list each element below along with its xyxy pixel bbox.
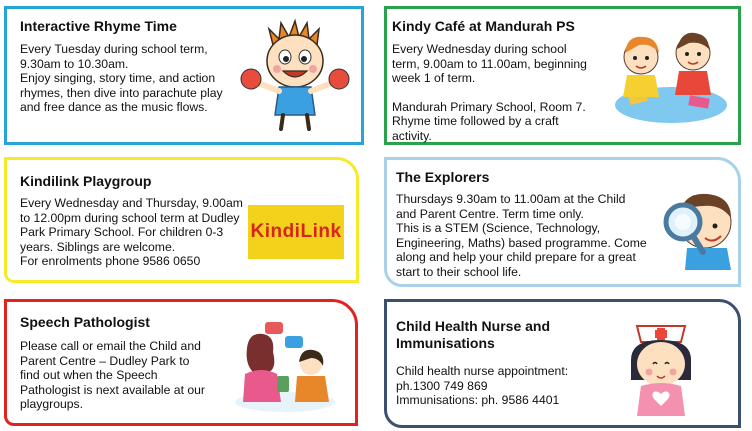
card-line: week 1 of term. [392,71,476,86]
card-line: This is a STEM (Science, Technology, [396,221,601,236]
card-title [396,318,550,352]
card-line: Engineering, Maths) based programme. Come [396,235,647,250]
card-title-line: Immunisations [396,335,495,351]
card-line: term, 9.00am to 11.00am, beginning [392,56,587,71]
card-line: Mandurah Primary School, Room 7. [392,99,586,114]
card-line: Child health nurse appointment: [396,364,569,378]
card-speech-pathologist [4,299,358,426]
card-title: The Explorers [396,169,490,185]
card-the-explorers [384,157,741,287]
card-body [20,42,223,115]
card-child-health-nurse [384,299,741,428]
card-line: ph.1300 749 869 [396,378,488,393]
card-line: find out when the Speech [20,368,158,383]
kids-crafting-icon [609,23,729,127]
card-body [20,196,243,269]
card-title: Interactive Rhyme Time [20,18,177,34]
drummer-kid-icon [239,15,354,133]
card-title: Kindy Café at Mandurah PS [392,18,575,34]
card-body [20,339,205,412]
card-line: Parent Centre – Dudley Park to [20,353,190,368]
nurse-icon [619,316,703,420]
card-kindy-cafe [384,6,741,145]
card-line: Pathologist is next available at our [20,382,205,397]
card-line: along and help your child prepare for a great [396,250,636,265]
card-line: 9.30am to 10.30am. [20,56,129,71]
card-line: to 12.00pm during school term at Dudley [20,210,240,225]
card-line: playgroups. [20,397,84,412]
card-line: Thursdays 9.30am to 11.00am at the Child [396,192,626,206]
card-line: Every Wednesday during school [392,42,567,56]
card-line: For enrolments phone 9586 0650 [20,254,201,269]
card-line: Please call or email the Child and [20,339,201,353]
card-body [396,192,647,280]
card-line: start to their school life. [396,264,522,279]
card-interactive-rhyme-time [4,6,364,145]
card-line: Park Primary School. For children 0-3 [20,225,224,240]
kindilink-logo-text: KindiLink [250,221,342,242]
card-line: years. Siblings are welcome. [20,239,176,254]
card-line: rhymes, then dive into parachute play [20,85,223,100]
card-title: Kindilink Playgroup [20,173,152,189]
card-body [396,364,568,408]
card-line: Every Wednesday and Thursday, 9.00am [20,196,243,210]
card-line: Enjoy singing, story time, and action [20,71,216,86]
card-line: and Parent Centre. Term time only. [396,206,584,221]
card-title: Speech Pathologist [20,314,150,330]
card-body [392,42,587,144]
kindilink-logo [248,205,344,259]
card-line: Every Tuesday during school term, [20,42,208,56]
card-line: and free dance as the music flows. [20,100,208,115]
magnifying-glass-kid-icon [657,182,735,270]
speech-session-icon [233,318,337,414]
card-line: Rhyme time followed by a craft [392,114,559,129]
card-title-line: Child Health Nurse and [396,318,551,334]
card-kindilink-playgroup [4,157,359,283]
card-line: Immunisations: ph. 9586 4401 [396,393,560,408]
card-line: activity. [392,128,432,143]
